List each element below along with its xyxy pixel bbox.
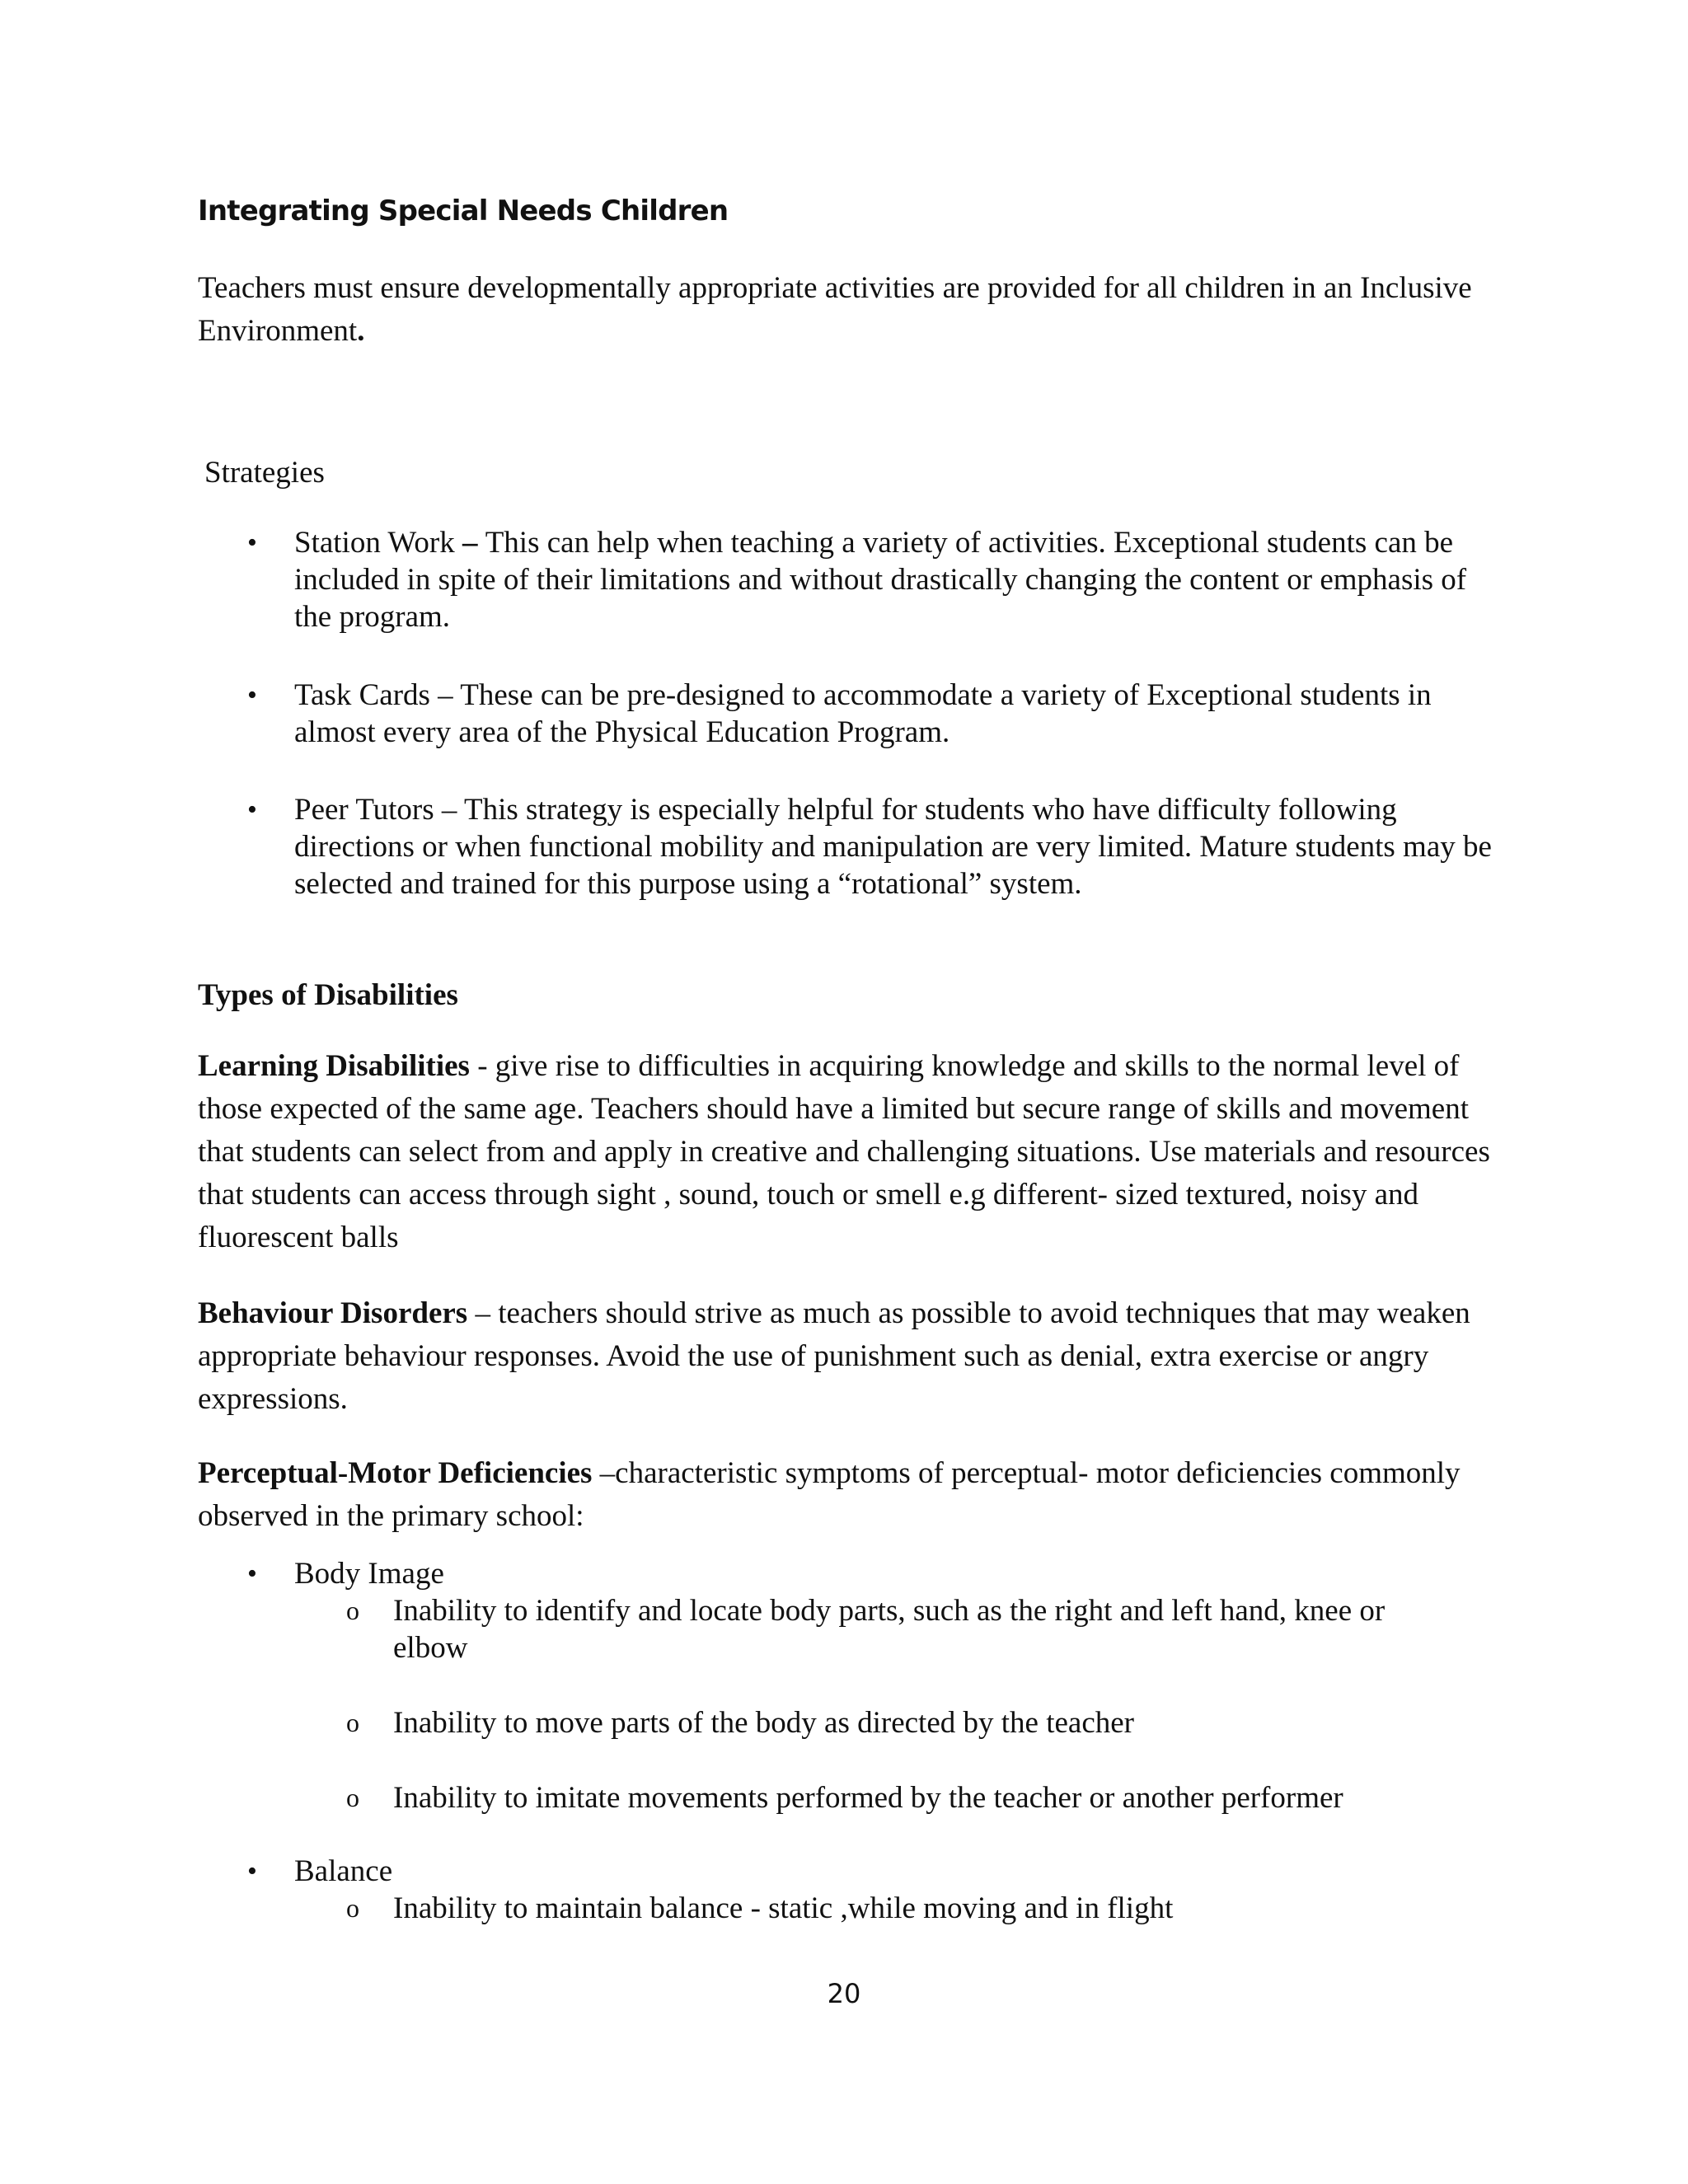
symptom-subitem <box>346 1592 1500 1666</box>
types-of-disabilities-title: Types of Disabilities <box>198 978 458 1012</box>
symptom-balance <box>247 1853 1500 1890</box>
subitem-text: Inability to identify and locate body parts, such as the right and left hand, knee or elbow <box>393 1594 1386 1665</box>
page-number: 20 <box>827 1978 861 2009</box>
strategy-sep: – <box>434 793 464 827</box>
strategy-lead: Task Cards <box>294 678 430 712</box>
disability-text: – teachers should strive as much as possible to avoid techniques that may weaken appropriate behaviour responses. Avoid the use of punishment such as denial, extra exercise or angry expressions. <box>198 1296 1470 1416</box>
subitem-text: Inability to move parts of the body as directed by the teacher <box>393 1706 1135 1740</box>
strategy-item-task-cards <box>247 677 1500 751</box>
strategy-item-station-work <box>247 524 1500 635</box>
perceptual-motor-paragraph <box>198 1452 1517 1538</box>
symptom-subitem <box>346 1890 1500 1927</box>
symptom-subitem <box>346 1779 1500 1816</box>
page-heading: Integrating Special Needs Children <box>198 194 729 227</box>
symptom-body-image <box>247 1555 1500 1592</box>
strategy-text <box>294 791 1500 902</box>
sub-bullet-icon: o <box>346 1708 359 1737</box>
subitem-text: Inability to imitate movements performed by the teacher or another performer <box>393 1781 1343 1815</box>
bullet-icon: • <box>247 1558 257 1589</box>
disability-term: Learning Disabilities <box>198 1049 470 1083</box>
strategy-body: This can help when teaching a variety of activities. Exceptional students can be included in spite of their limitations and without drastically changing the content or emphasis of the program. <box>294 526 1467 634</box>
bullet-icon: • <box>247 794 257 825</box>
disability-text: - give rise to difficulties in acquiring knowledge and skills to the normal level of those expected of the same age. Teachers should have a limited but secure range of skills and movement that students can select from and apply in creative and challenging situations. Use materials and resources that students can access through sight , sound, touch or smell e.g different- sized textured, noisy and fluorescent balls <box>198 1049 1490 1254</box>
symptom-label: Body Image <box>294 1557 444 1591</box>
symptom-label: Balance <box>294 1854 393 1888</box>
disability-text: –characteristic symptoms of perceptual- motor deficiencies commonly observed in the primary school: <box>198 1456 1461 1533</box>
strategy-body: This strategy is especially helpful for students who have difficulty following directions or when functional mobility and manipulation are very limited. Mature students may be selected and trained for this purpose using a “rotational” system. <box>294 793 1492 901</box>
strategy-text <box>294 677 1500 751</box>
disability-term: Behaviour Disorders <box>198 1296 468 1330</box>
strategy-item-peer-tutors <box>247 791 1500 902</box>
strategy-sep: – <box>454 526 485 560</box>
intro-paragraph <box>198 267 1517 353</box>
bullet-icon: • <box>247 680 257 710</box>
learning-disabilities-paragraph <box>198 1045 1517 1259</box>
strategy-body: These can be pre-designed to accommodate a variety of Exceptional students in almost every area of the Physical Education Program. <box>294 678 1432 749</box>
intro-text: Teachers must ensure developmentally appropriate activities are provided for all children in an Inclusive Environment <box>198 271 1472 348</box>
strategy-lead: Station Work <box>294 526 455 560</box>
disability-term: Perceptual-Motor Deficiencies <box>198 1456 593 1490</box>
sub-bullet-icon: o <box>346 1893 359 1923</box>
strategy-text <box>294 524 1500 635</box>
behaviour-disorders-paragraph <box>198 1292 1517 1421</box>
sub-bullet-icon: o <box>346 1596 359 1625</box>
strategy-lead: Peer Tutors <box>294 793 434 827</box>
subitem-text: Inability to maintain balance - static ,while moving and in flight <box>393 1891 1174 1925</box>
bullet-icon: • <box>247 1856 257 1886</box>
bullet-icon: • <box>247 527 257 558</box>
intro-end-mark: . <box>357 314 365 348</box>
strategy-sep: – <box>429 678 461 712</box>
strategies-label: Strategies <box>204 456 325 490</box>
symptom-subitem <box>346 1704 1500 1741</box>
sub-bullet-icon: o <box>346 1783 359 1812</box>
